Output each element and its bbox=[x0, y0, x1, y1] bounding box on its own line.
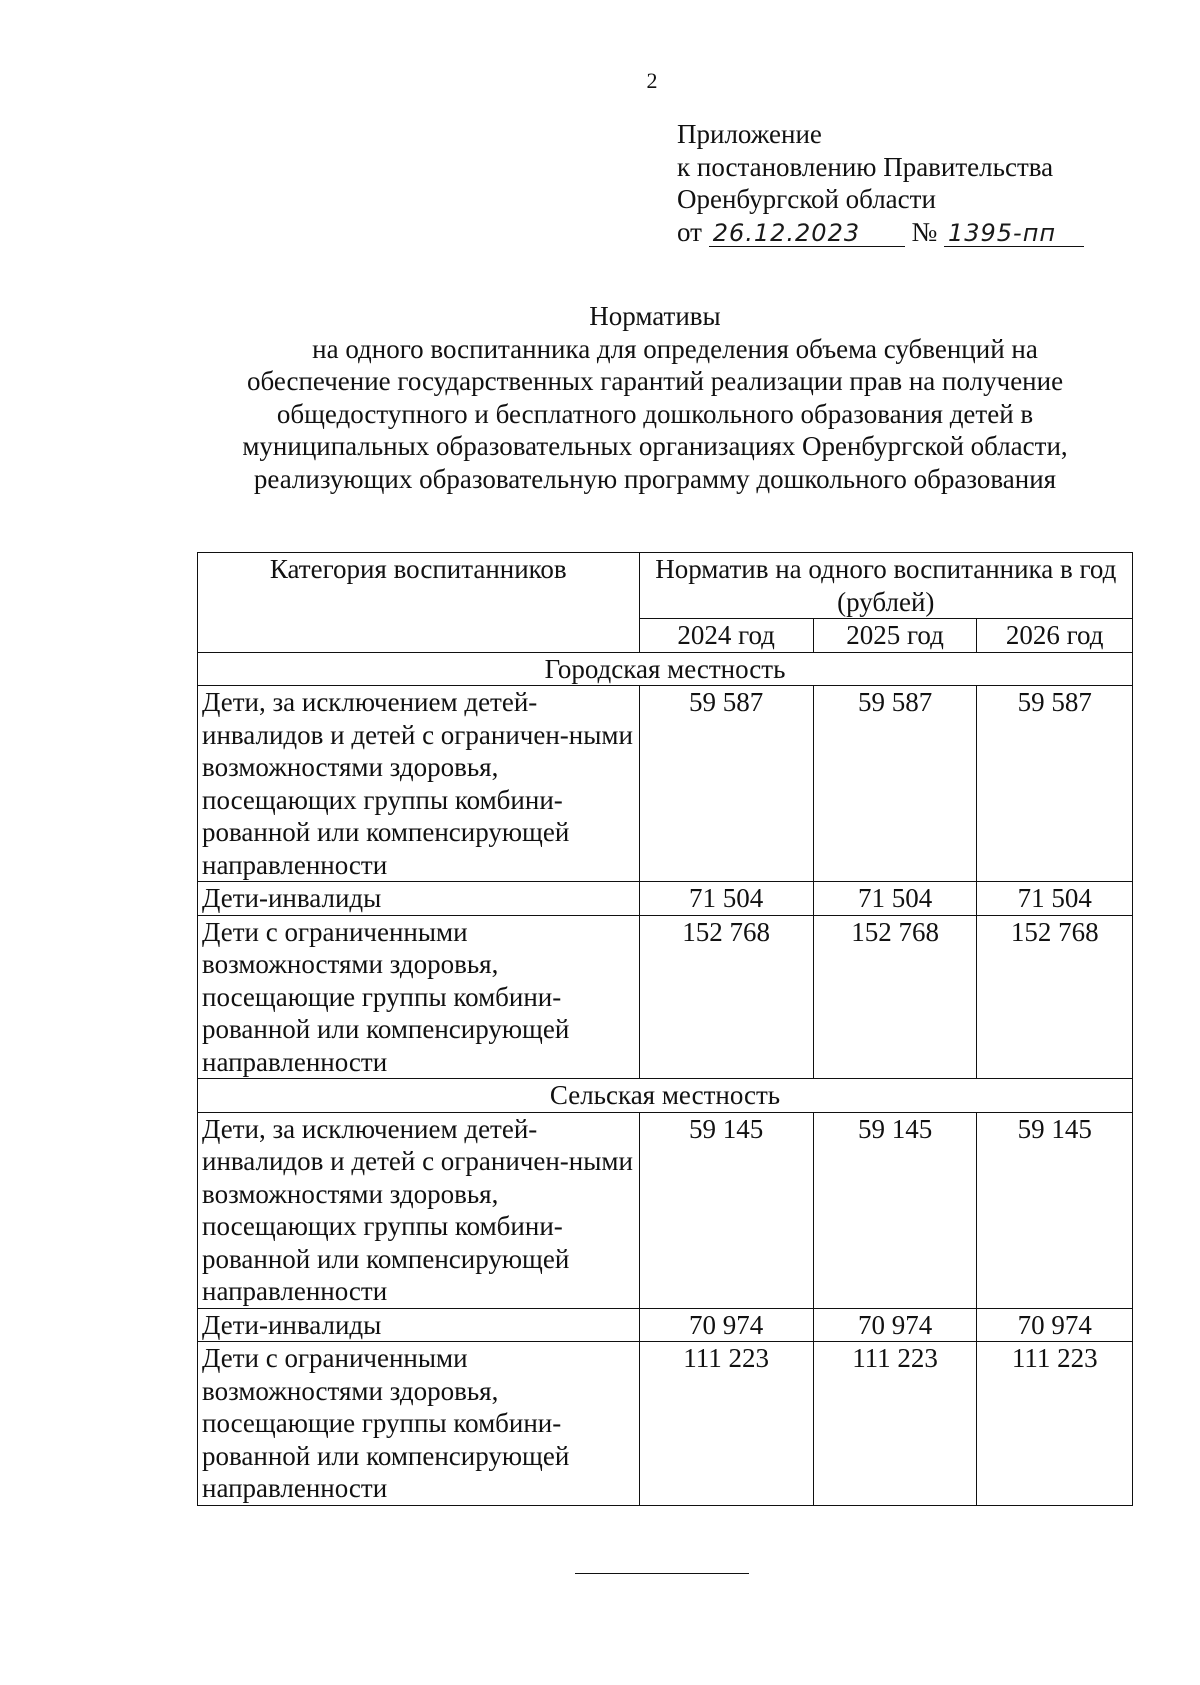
appendix-date-number-line bbox=[677, 216, 1084, 249]
title-line-4: муниципальных образовательных организациях Оренбургской области, bbox=[242, 431, 1068, 461]
value-2026: 111 223 bbox=[977, 1342, 1133, 1506]
norms-table bbox=[197, 552, 1133, 1506]
title-line-2: обеспечение государственных гарантий реализации прав на получение bbox=[246, 366, 1064, 396]
appendix-decree-line: к постановлению Правительства bbox=[677, 151, 1054, 182]
number-prefix: № bbox=[911, 216, 938, 247]
date-prefix: от bbox=[677, 216, 702, 247]
category-cell: Дети, за исключением детей-инвалидов и детей с ограничен-ными возможностями здоровья, посещающих группы комбини-рованной или компенсирующей направленности bbox=[198, 1112, 640, 1308]
title-line-1: на одного воспитанника для определения объема субвенций на bbox=[312, 333, 1038, 364]
value-2026: 71 504 bbox=[977, 882, 1133, 916]
value-2024: 71 504 bbox=[639, 882, 813, 916]
table-row bbox=[198, 1112, 1133, 1308]
section-row-rural bbox=[198, 1079, 1133, 1113]
header-category: Категория воспитанников bbox=[198, 553, 640, 653]
footer-divider bbox=[575, 1573, 749, 1574]
appendix-region-line: Оренбургской области bbox=[677, 184, 936, 214]
section-row-urban bbox=[198, 652, 1133, 686]
value-2024: 59 587 bbox=[639, 686, 813, 882]
category-cell: Дети, за исключением детей-инвалидов и детей с ограничен-ными возможностями здоровья, посещающих группы комбини-рованной или компенсирующей направленности bbox=[198, 686, 640, 882]
header-year-2026: 2026 год bbox=[977, 619, 1133, 653]
category-cell: Дети-инвалиды bbox=[198, 1308, 640, 1342]
table-row bbox=[198, 1342, 1133, 1506]
handwritten-number: 1395-пп bbox=[944, 220, 1084, 247]
value-2024: 70 974 bbox=[639, 1308, 813, 1342]
document-title bbox=[195, 300, 1115, 495]
header-year-2024: 2024 год bbox=[639, 619, 813, 653]
value-2024: 152 768 bbox=[639, 915, 813, 1079]
title-line-5: реализующих образовательную программу дошкольного образования bbox=[253, 463, 1057, 494]
handwritten-date: 26.12.2023 bbox=[709, 220, 905, 247]
header-norm: Норматив на одного воспитанника в год (рублей) bbox=[639, 553, 1132, 619]
table-row bbox=[198, 1308, 1133, 1342]
value-2024: 59 145 bbox=[639, 1112, 813, 1308]
table-row bbox=[198, 882, 1133, 916]
value-2025: 111 223 bbox=[813, 1342, 977, 1506]
value-2026: 70 974 bbox=[977, 1308, 1133, 1342]
appendix-block bbox=[677, 118, 1084, 248]
table-row bbox=[198, 686, 1133, 882]
header-year-2025: 2025 год bbox=[813, 619, 977, 653]
value-2025: 59 145 bbox=[813, 1112, 977, 1308]
value-2025: 152 768 bbox=[813, 915, 977, 1079]
table-row bbox=[198, 915, 1133, 1079]
category-cell: Дети-инвалиды bbox=[198, 882, 640, 916]
value-2026: 59 145 bbox=[977, 1112, 1133, 1308]
title-heading: Нормативы bbox=[589, 301, 721, 331]
value-2025: 71 504 bbox=[813, 882, 977, 916]
value-2025: 59 587 bbox=[813, 686, 977, 882]
page-number: 2 bbox=[646, 68, 658, 93]
appendix-title: Приложение bbox=[677, 119, 822, 149]
section-urban: Городская местность bbox=[198, 652, 1133, 686]
category-cell: Дети с ограниченными возможностями здоровья, посещающие группы комбини-рованной или компенсирующей направленности bbox=[198, 915, 640, 1079]
value-2024: 111 223 bbox=[639, 1342, 813, 1506]
value-2026: 152 768 bbox=[977, 915, 1133, 1079]
title-line-3: общедоступного и бесплатного дошкольного образования детей в bbox=[276, 398, 1034, 429]
table-header-row bbox=[198, 553, 1133, 619]
value-2026: 59 587 bbox=[977, 686, 1133, 882]
value-2025: 70 974 bbox=[813, 1308, 977, 1342]
section-rural: Сельская местность bbox=[198, 1079, 1133, 1113]
category-cell: Дети с ограниченными возможностями здоровья, посещающие группы комбини-рованной или компенсирующей направленности bbox=[198, 1342, 640, 1506]
